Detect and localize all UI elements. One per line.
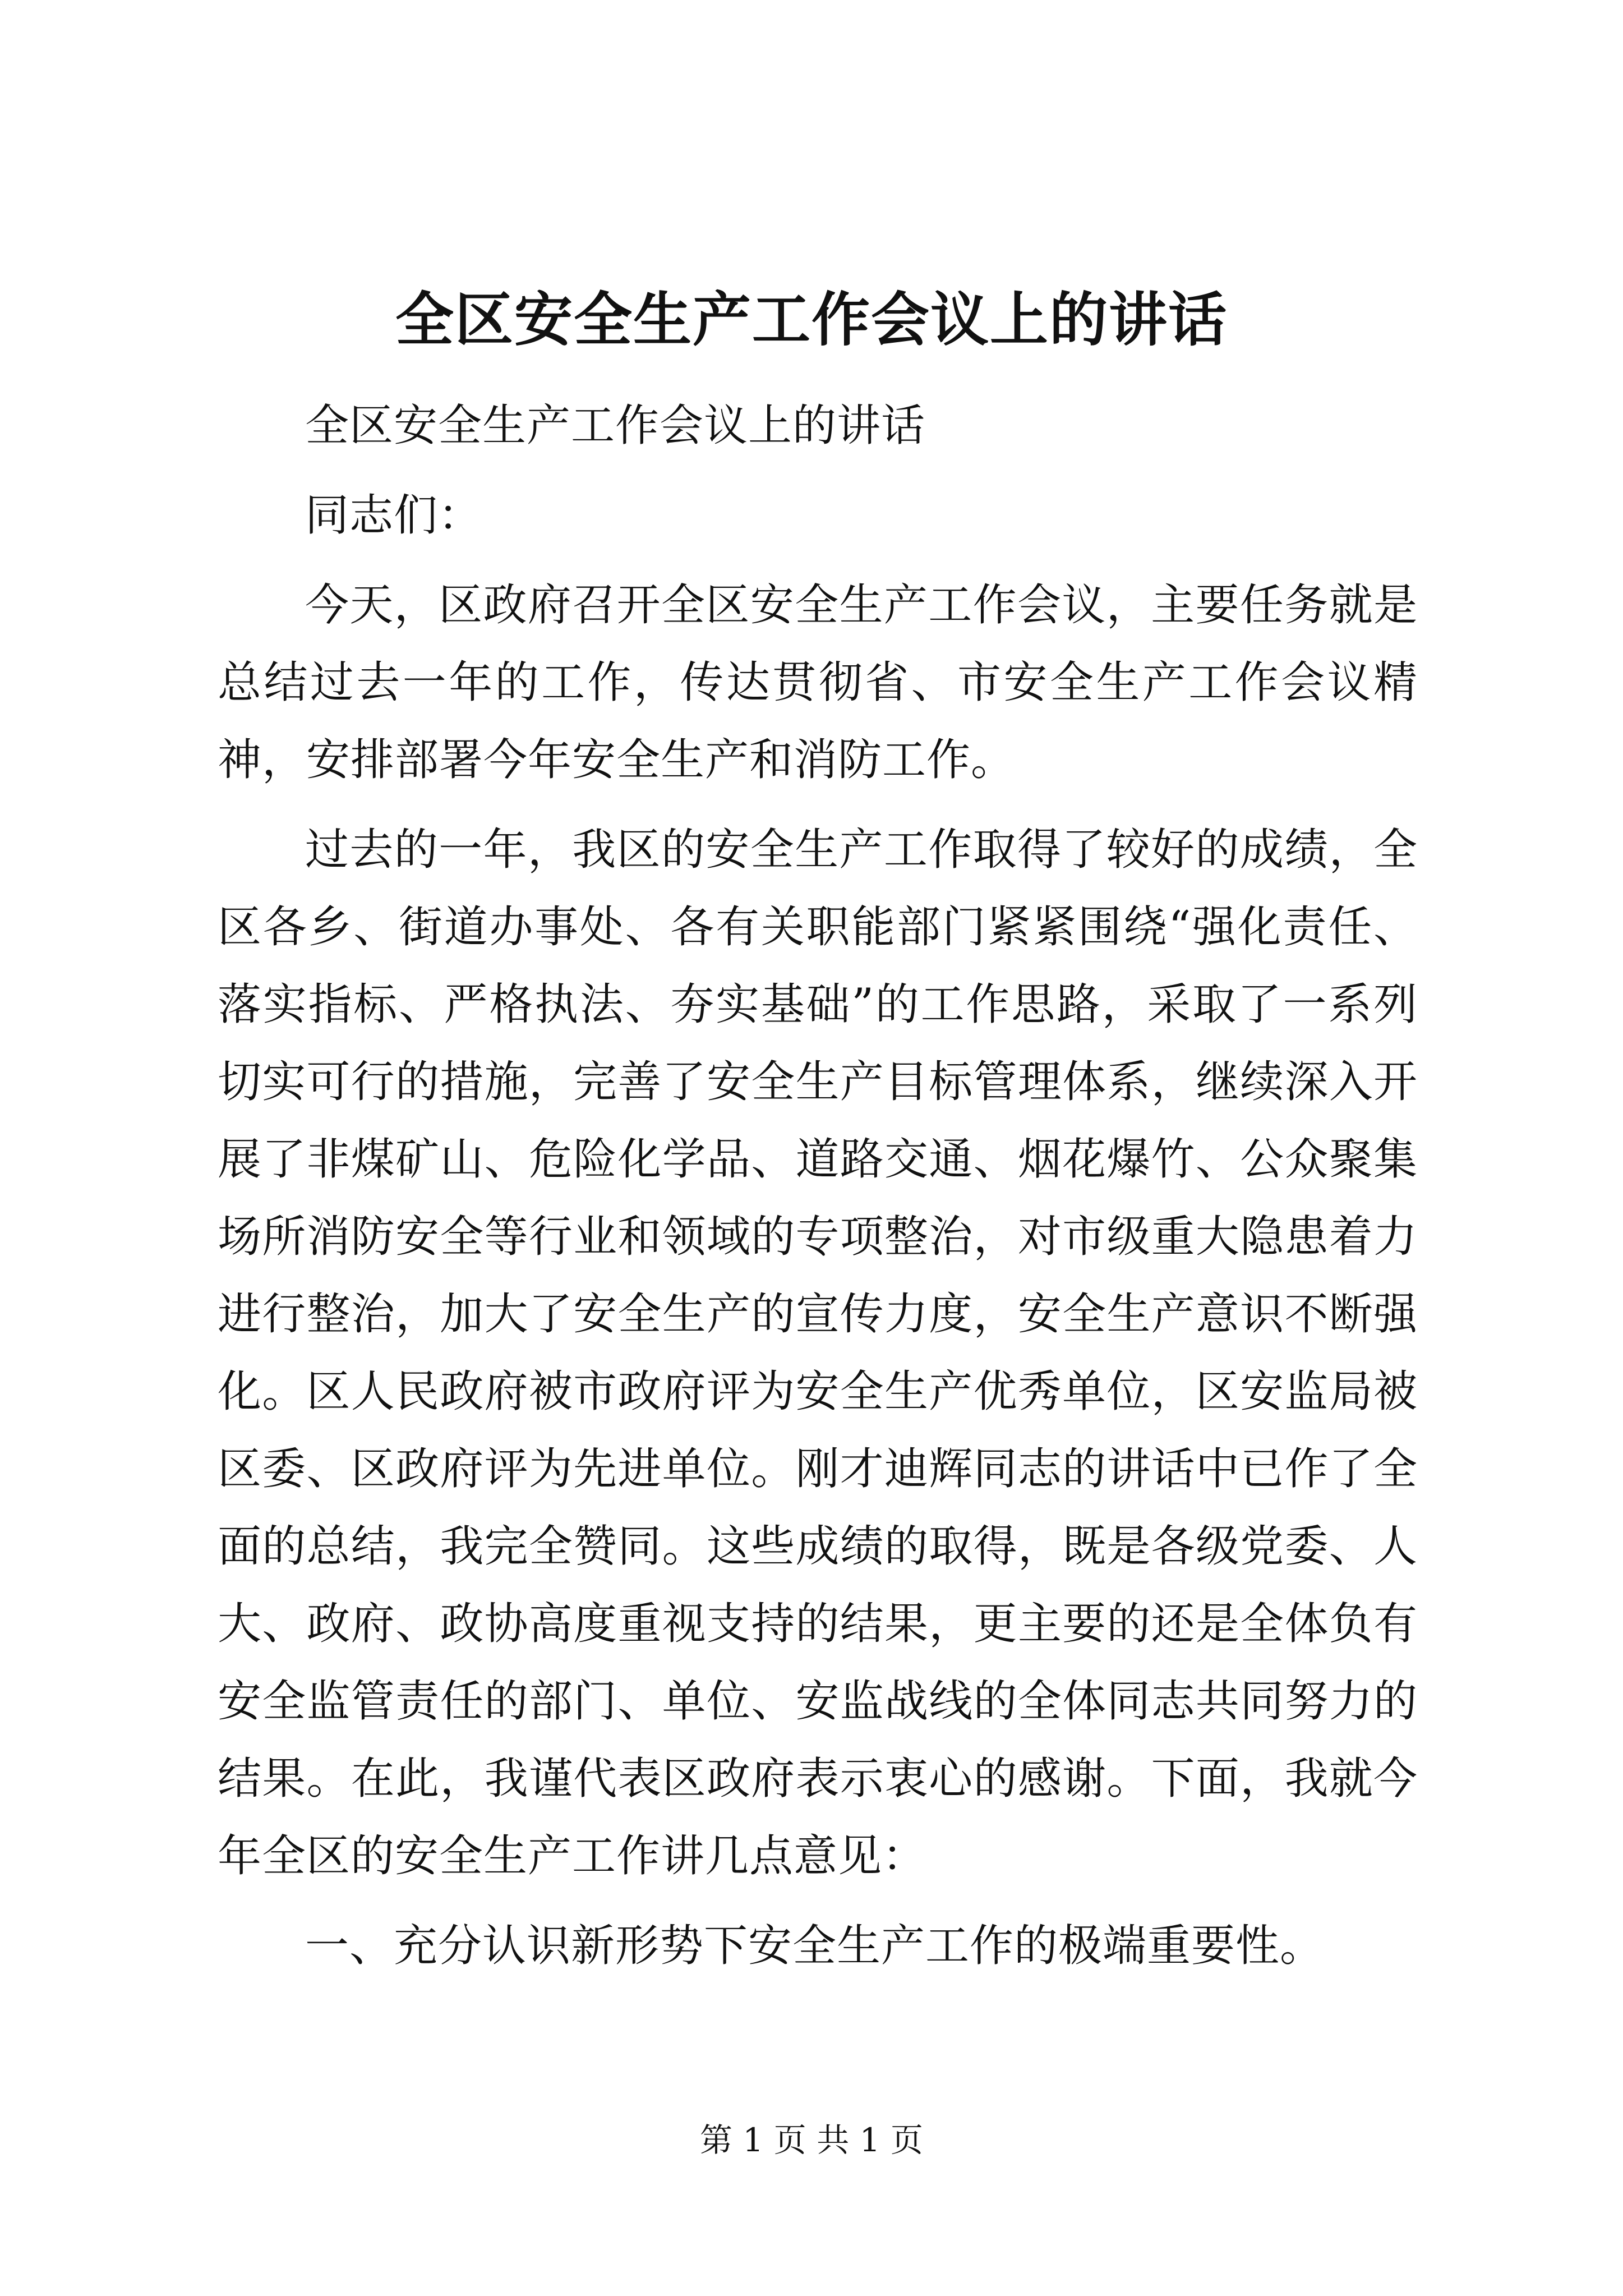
document-title: 全区安全生产工作会议上的讲话: [395, 285, 1228, 354]
paragraph-review: 过去的一年，我区的安全生产工作取得了较好的成绩，全区各乡、街道办事处、各有关职能部门紧紧围绕“强化责任、落实指标、严格执法、夯实基础”的工作思路，采取了一系列切实可行的措施，完善了安全生产目标管理体系，继续深入开展了非煤矿山、危险化学品、道路交通、烟花爆竹、公众聚集场所消防安全等行业和领域的专项整治，对市级重大隐患着力进行整治，加大了安全生产的宣传力度，安全生产意识不断强化。区人民政府被市政府评为安全生产优秀单位，区安监局被区委、区政府评为先进单位。刚才迪辉同志的讲话中已作了全面的总结，我完全赞同。这些成绩的取得，既是各级党委、人大、政府、政协高度重视支持的结果，更主要的还是全体负有安全监管责任的部门、单位、安监战线的全体同志共同努力的结果。在此，我谨代表区政府表示衷心的感谢。下面，我就今年全区的安全生产工作讲几点意见：: [218, 825, 1418, 1881]
paragraph-intro: 今天，区政府召开全区安全生产工作会议，主要任务就是总结过去一年的工作，传达贯彻省、市安全生产工作会议精神，安排部署今年安全生产和消防工作。: [218, 580, 1418, 785]
document-body: [218, 387, 1418, 1997]
paragraph-subtitle: 全区安全生产工作会议上的讲话: [305, 401, 926, 451]
paragraph-section-heading: 一、充分认识新形势下安全生产工作的极端重要性。: [305, 1921, 1325, 1971]
page-footer: 第 1 页 共 1 页: [700, 2121, 923, 2159]
paragraph-salutation: 同志们：: [305, 490, 483, 541]
